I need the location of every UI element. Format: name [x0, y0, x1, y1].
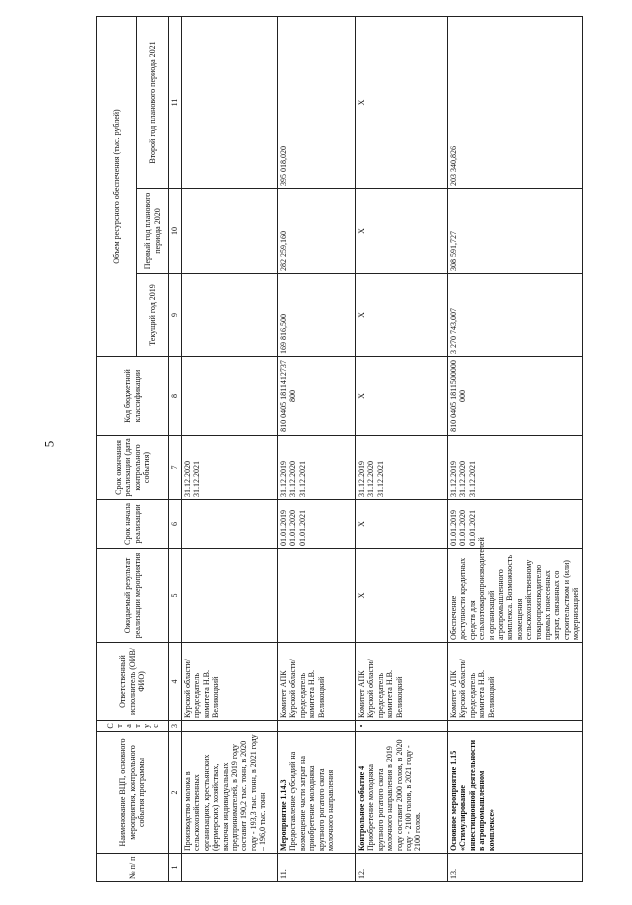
header-year-2019: Текущий год 2019 [137, 274, 169, 357]
cell-responsible: Комитет АПК Курской области/председатель комитета Н.В. Великоцкий [356, 643, 448, 721]
cell-name [356, 732, 448, 854]
table-row [448, 17, 583, 882]
cell-name [448, 732, 583, 854]
cell-name-text: Приобретение молодняка крупного рогатого скота молочного направления в 2019 году составит 2000 голов, в 2020 году - 2100 голов, в 2021 году - 2100 голов. [366, 739, 423, 851]
cell-budget-code: 810 0405 1811412737 800 [278, 357, 356, 436]
cell-start: 01.01.2019 01.01.2020 01.01.2021 [278, 500, 356, 549]
column-number: 11 [169, 17, 182, 189]
cell-result [182, 549, 278, 643]
header-year-2020: Первый год планового периода 2020 [137, 189, 169, 274]
header-responsible: Ответственный исполнитель (ОИВ/ФИО) [97, 643, 169, 721]
column-number: 9 [169, 274, 182, 357]
cell-end: 31.12.2019 31.12.2020 31.12.2021 [278, 436, 356, 500]
program-table [96, 16, 583, 882]
cell-responsible: Комитет АПК Курской области/председатель комитета Н.В. Великоцкий [278, 643, 356, 721]
cell-2021 [182, 17, 278, 189]
table-row [182, 17, 278, 882]
cell-name [278, 732, 356, 854]
cell-budget-code: 810 0405 1811500000 000 [448, 357, 583, 436]
cell-2020: X [356, 189, 448, 274]
cell-name-text: Предоставление субсидий на возмещение части затрат на приобретение молодняка крупного рогатого скота молочного направления [288, 751, 336, 851]
header-result: Ожидаемый результат реализации мероприятия [97, 549, 169, 643]
cell-end: 31.12.2019 31.12.2020 31.12.2021 [448, 436, 583, 500]
cell-2019 [182, 274, 278, 357]
cell-2020 [182, 189, 278, 274]
cell-budget-code [182, 357, 278, 436]
cell-2020: 308 591,727 [448, 189, 583, 274]
page-number: 5 [41, 440, 57, 448]
cell-name: Производство молока в сельскохозяйственных организациях, крестьянских (фермерских) хозяйствах, включая индивидуальных предпринимателей, в 2019 году составит 190,2 тыс. тонн, в 2020 году - 193,3 тыс. тонн, в 2021 году – 196,0 тыс. тонн [182, 732, 278, 854]
cell-2021: 395 018,020 [278, 17, 356, 189]
cell-status [278, 721, 356, 732]
cell-responsible: Курской области/председатель комитета Н.В. Великоцкий [182, 643, 278, 721]
header-end: Срок окончания реализации (дата контрольного события) [97, 436, 169, 500]
cell-result: Обеспечение доступности кредитных средств для сельхозтоваропроизводителей и организаций агропромышленного комплекса. Возможность возмещения сельскохозяйственному товаропроизводителю прямых понесенных затрат, связанных со строительством и (или) модернизацией [448, 549, 583, 643]
cell-2021: X [356, 17, 448, 189]
column-number: 3 [169, 721, 182, 732]
header-no: № п/ п [97, 854, 169, 882]
column-number: 5 [169, 549, 182, 643]
cell-name-title: Основное мероприятие 1.15 «Стимулирование инвестиционной деятельности в агропромышленном комплексе» [449, 739, 496, 851]
column-number: 8 [169, 357, 182, 436]
cell-start [182, 500, 278, 549]
column-number: 6 [169, 500, 182, 549]
column-number-row [169, 17, 182, 882]
column-number: 7 [169, 436, 182, 500]
cell-2019: 3 270 743,007 [448, 274, 583, 357]
header-budget-code: Код бюджетной классификации [97, 357, 169, 436]
column-number: 2 [169, 732, 182, 854]
header-resources: Объем ресурсного обеспечения (тыс. рублей) [97, 17, 137, 357]
rotated-table-area [96, 17, 606, 882]
cell-no [182, 854, 278, 882]
column-number: 4 [169, 643, 182, 721]
cell-result [278, 549, 356, 643]
cell-status [182, 721, 278, 732]
header-start: Срок начала реализации [97, 500, 169, 549]
column-number: 1 [169, 854, 182, 882]
cell-2019: 169 816,500 [278, 274, 356, 357]
cell-no: 11. [278, 854, 356, 882]
cell-2019: X [356, 274, 448, 357]
cell-status: • [356, 721, 448, 732]
cell-no: 12. [356, 854, 448, 882]
cell-start: X [356, 500, 448, 549]
cell-end: 31.12.2019 31.12.2020 31.12.2021 [356, 436, 448, 500]
cell-end: 31.12.2020 31.12.2021 [182, 436, 278, 500]
cell-budget-code: X [356, 357, 448, 436]
column-number: 10 [169, 189, 182, 274]
cell-result: X [356, 549, 448, 643]
table-row [278, 17, 356, 882]
cell-start: 01.01.2019 01.01.2020 01.01.2021 [448, 500, 583, 549]
cell-2021: 203 340,826 [448, 17, 583, 189]
header-name: Наименование ВЦП, основного мероприятия, контрольного события программы [97, 732, 169, 854]
table-row [356, 17, 448, 882]
cell-status [448, 721, 583, 732]
cell-2020: 282 259,160 [278, 189, 356, 274]
header-status: С т а т у с [97, 721, 169, 732]
header-year-2021: Второй год планового периода 2021 [137, 17, 169, 189]
cell-responsible: Комитет АПК Курской области/председатель комитета Н.В. Великоцкий [448, 643, 583, 721]
cell-no: 13. [448, 854, 583, 882]
cell-name-title: Контрольное событие 4 [357, 765, 366, 851]
cell-name-title: Мероприятие 1.14.3 [279, 779, 288, 851]
